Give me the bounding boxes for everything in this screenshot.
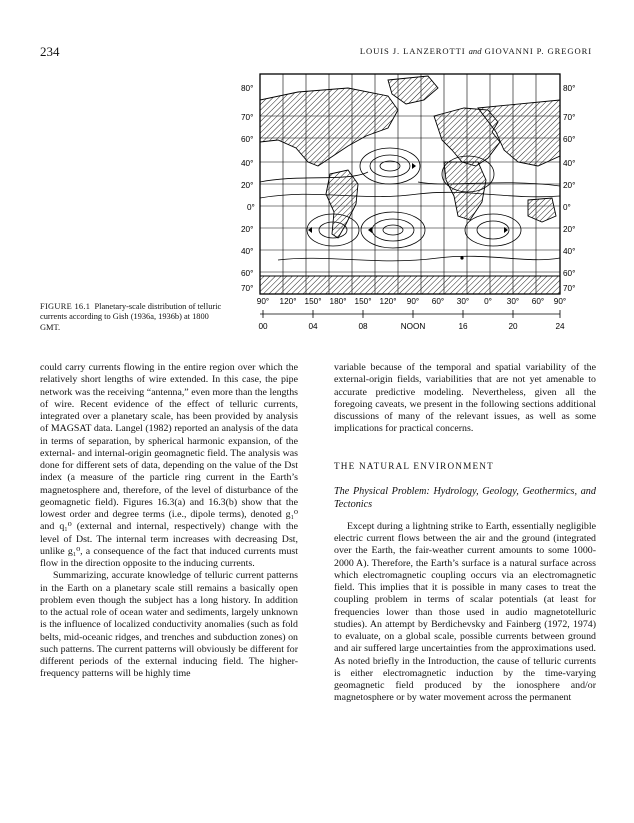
map-body — [260, 74, 560, 294]
svg-text:60°: 60° — [431, 297, 445, 306]
svg-text:0°: 0° — [247, 203, 255, 212]
running-header-authors: LOUIS J. LANZEROTTI and GIOVANNI P. GREGORI — [359, 46, 592, 56]
paragraph: Except during a lightning strike to Earth, essentially negligible electric current flows between the air and the ground (integrated over the Earth, the fair-weather current amounts to some 1000-2000 A). Therefore, the Earth’s surface is a natural surface across which electromagnetic coupling occurs via an electromagnetic field. This implies that it is possible in many cases to treat the coupling problem in terms of scalar potentials (at least for frequencies lower than those used in audio magnetotelluric studies). An attempt by Berdichevsky and Fainberg (1972, 1974) to evaluate, on a global scale, possible currents between ground and air suffered large uncertainties from the approximations used. As noted briefly in the Introduction, the cause of telluric currents is either electromagnetic induction by the time-varying geomagnetic field produced by the ionosphere and/or magnetosphere or by water movement across the permanent — [334, 520, 596, 704]
svg-text:90°: 90° — [256, 297, 270, 306]
svg-text:70°: 70° — [241, 284, 254, 293]
time-labels — [258, 322, 565, 331]
svg-text:20: 20 — [508, 322, 518, 331]
svg-text:20°: 20° — [241, 181, 254, 190]
svg-text:180°: 180° — [329, 297, 347, 306]
svg-text:0°: 0° — [484, 297, 492, 306]
page-number: 234 — [40, 44, 60, 59]
svg-text:60°: 60° — [241, 135, 254, 144]
svg-text:20°: 20° — [563, 225, 576, 234]
svg-text:04: 04 — [308, 322, 318, 331]
svg-text:40°: 40° — [241, 247, 254, 256]
section-heading: THE NATURAL ENVIRONMENT — [334, 460, 494, 471]
svg-text:120°: 120° — [379, 297, 397, 306]
svg-text:30°: 30° — [506, 297, 520, 306]
svg-text:00: 00 — [258, 322, 268, 331]
svg-text:70°: 70° — [563, 113, 576, 122]
paragraph: Summarizing, accurate knowledge of telluric current patterns in the Earth on a planetary scale still remains a basically open problem even though the subject has a long history. In addition to the actual role of ocean water and sediments, largely unknown is the influence of localized conductivity anomalies (such as fold belts, mid-oceanic ridges, and trenches and subduction zones) on such patterns. The current patterns will obviously be different for different periods of the external inducing field. The higher-frequency patterns will be highly time — [40, 570, 298, 680]
current-streamlines — [260, 148, 560, 261]
svg-text:20°: 20° — [563, 181, 576, 190]
svg-text:24: 24 — [555, 322, 565, 331]
continents — [260, 76, 560, 294]
svg-text:16: 16 — [458, 322, 468, 331]
paragraph: variable because of the temporal and spatial variability of the external-origin fields, variabilities that are not yet amenable to accurate predictive modeling. Nevertheless, given all the foregoing caveats, we present in the following sections additional discussions of many of the relevant issues, as well as some implications for practical concerns. — [334, 362, 596, 435]
svg-text:60°: 60° — [563, 135, 576, 144]
svg-text:80°: 80° — [241, 84, 254, 93]
svg-text:20°: 20° — [241, 225, 254, 234]
svg-text:150°: 150° — [354, 297, 372, 306]
svg-text:08: 08 — [358, 322, 368, 331]
time-axis — [260, 310, 560, 318]
svg-text:80°: 80° — [563, 84, 576, 93]
svg-text:60°: 60° — [531, 297, 545, 306]
svg-text:90°: 90° — [553, 297, 567, 306]
svg-text:90°: 90° — [406, 297, 420, 306]
svg-text:150°: 150° — [304, 297, 322, 306]
svg-text:120°: 120° — [279, 297, 297, 306]
svg-text:30°: 30° — [456, 297, 470, 306]
paragraph: could carry currents flowing in the entire region over which the relatively short lengths of wire extended. In this case, the pipe network was the receiving “antenna,” even more than the lengths of wire. Recent evidence of the effect of telluric currents, integrated over a planetary scale, has been provided by analysis of MAGSAT data. Langel (1982) reported an analysis of the data in terms of separation, by spherical harmonic expansion, of the external- and internal-origin geomagnetic field. The analysis was done for different sets of data, depending on the value of the Dst index (a measure of the particle ring current in the Earth’s magnetosphere and, therefore, of the level of disturbance of the geomagnetic field). Figures 16.3(a) and 16.3(b) show that the lowest order and degree terms (i.e., dipole terms), denoted g₁⁰ and q₁⁰ (external and internal, respectively) change with the level of Dst. The internal term increases with decreasing Dst, unlike g₁⁰, a consequence of the fact that induced currents must flow in the direction opposite to the inducing currents. — [40, 362, 298, 569]
svg-text:0°: 0° — [563, 203, 571, 212]
subsection-heading: The Physical Problem: Hydrology, Geology, Geothermics, and Tectonics — [334, 485, 596, 510]
longitude-labels — [257, 297, 566, 306]
svg-text:40°: 40° — [241, 159, 254, 168]
figure-caption: FIGURE 16.1 Planetary-scale distribution of telluric currents according to Gish (1936a, 1936b) at 1800 GMT. — [40, 302, 222, 332]
svg-text:40°: 40° — [563, 159, 576, 168]
svg-text:NOON: NOON — [400, 322, 426, 331]
telluric-current-map — [238, 70, 578, 338]
left-column — [40, 362, 298, 681]
svg-text:40°: 40° — [563, 247, 576, 256]
svg-text:70°: 70° — [563, 284, 576, 293]
svg-text:70°: 70° — [241, 113, 254, 122]
svg-text:60°: 60° — [241, 269, 254, 278]
svg-text:60°: 60° — [563, 269, 576, 278]
right-column — [334, 362, 596, 705]
